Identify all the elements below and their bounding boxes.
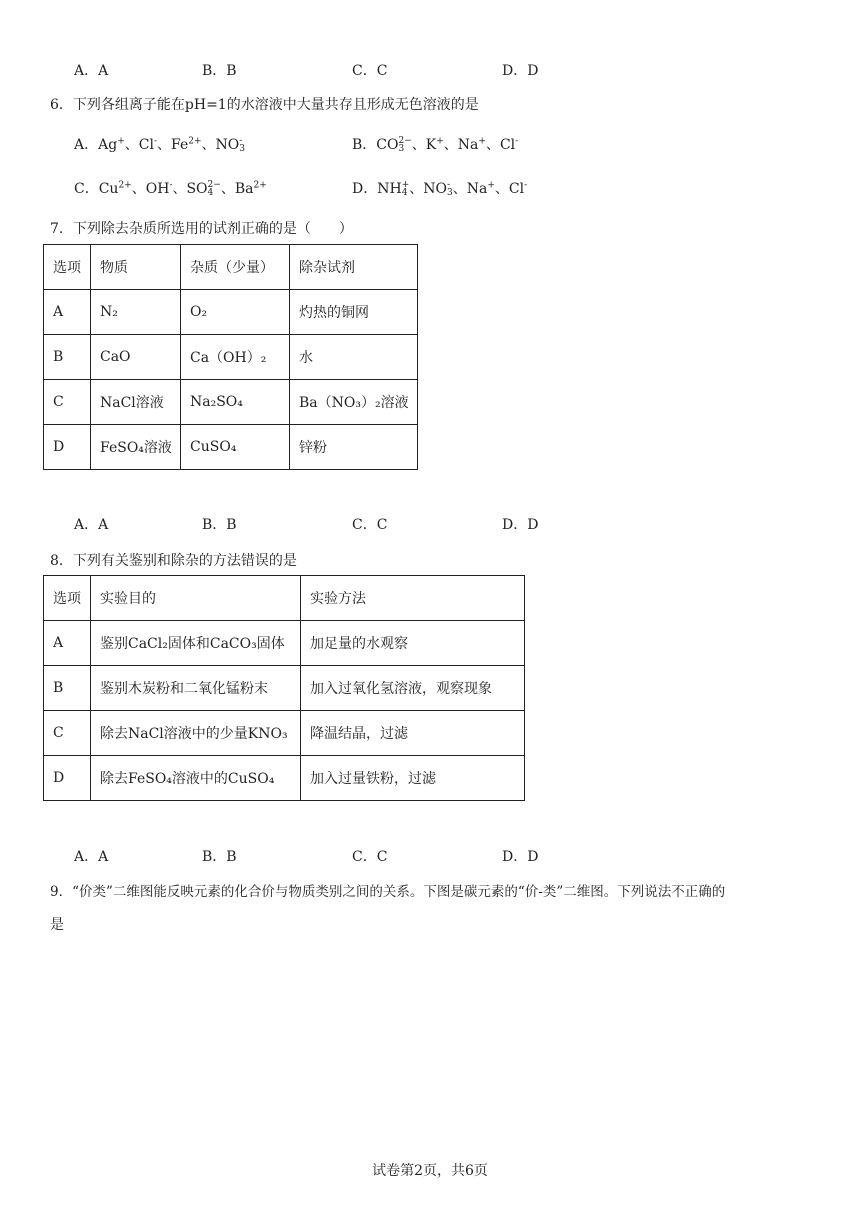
table-row [44, 290, 418, 335]
table-cell: 加入过量铁粉，过滤 [301, 756, 525, 801]
answer-options-q7 [0, 514, 860, 534]
q6-option-c: C．$Cu^{2+}$、OH-、SO 2− 4 、$Ba^{2+}$ [74, 180, 267, 198]
table-row [44, 711, 525, 756]
table-cell: CaO [91, 335, 181, 380]
table-header-cell: 选项 [44, 245, 91, 290]
option-c: C．C [352, 517, 388, 533]
question-6-stem: 6．下列各组离子能在pH=1的水溶液中大量共存且形成无色溶液的是 [50, 97, 479, 113]
option-d: D．D [502, 517, 539, 533]
page-footer: 试卷第2页，共6页 [372, 1163, 488, 1179]
table-header-row [44, 245, 418, 290]
q6-option-b: B．CO 2− 3 、K+、Na+、Cl- [352, 136, 519, 154]
table-cell: 灼热的铜网 [290, 290, 418, 335]
option-d: D．D [502, 849, 539, 865]
table-cell: Ba（NO₃）₂溶液 [290, 380, 418, 425]
table-cell: FeSO₄溶液 [91, 425, 181, 470]
table-cell: C [44, 380, 91, 425]
table-row [44, 756, 525, 801]
table-cell: CuSO₄ [181, 425, 290, 470]
table-cell: 加入过氧化氢溶液，观察现象 [301, 666, 525, 711]
table-cell: NaCl溶液 [91, 380, 181, 425]
option-d: D．D [502, 63, 539, 79]
table-header-cell: 实验方法 [301, 576, 525, 621]
table-header-cell: 除杂试剂 [290, 245, 418, 290]
q6-option-d: D．NH + 4 、NO - 3 、Na+、Cl- [352, 180, 528, 198]
table-row [44, 621, 525, 666]
table-cell: B [44, 666, 91, 711]
table-cell: A [44, 290, 91, 335]
q8-table [43, 575, 525, 801]
question-7-stem: 7．下列除去杂质所选用的试剂正确的是（ ） [50, 221, 353, 237]
option-b: B．B [202, 517, 237, 533]
table-cell: N₂ [91, 290, 181, 335]
table-header-cell: 选项 [44, 576, 91, 621]
option-a: A．A [74, 517, 109, 533]
table-cell: 除去NaCl溶液中的少量KNO₃ [91, 711, 301, 756]
table-cell: 鉴别CaCl₂固体和CaCO₃固体 [91, 621, 301, 666]
table-cell: 水 [290, 335, 418, 380]
table-cell: 除去FeSO₄溶液中的CuSO₄ [91, 756, 301, 801]
option-b: B．B [202, 849, 237, 865]
question-9-stem: 9．“价类”二维图能反映元素的化合价与物质类别之间的关系。下图是碳元素的“价-类”二维图。下列说法不正确的 [50, 884, 726, 900]
q7-table [43, 244, 418, 470]
table-cell: 鉴别木炭粉和二氧化锰粉末 [91, 666, 301, 711]
table-row [44, 666, 525, 711]
table-cell: Na₂SO₄ [181, 380, 290, 425]
question-9-stem-continued: 是 [50, 917, 64, 933]
table-cell: B [44, 335, 91, 380]
table-header-cell: 杂质（少量） [181, 245, 290, 290]
answer-options-q5 [0, 60, 860, 80]
table-row [44, 425, 418, 470]
table-cell: O₂ [181, 290, 290, 335]
option-b: B．B [202, 63, 237, 79]
table-cell: C [44, 711, 91, 756]
table-header-cell: 物质 [91, 245, 181, 290]
option-a: A．A [74, 849, 109, 865]
table-cell: 加足量的水观察 [301, 621, 525, 666]
table-header-cell: 实验目的 [91, 576, 301, 621]
answer-options-q8 [0, 846, 860, 866]
question-8-stem: 8．下列有关鉴别和除杂的方法错误的是 [50, 553, 297, 569]
table-cell: 锌粉 [290, 425, 418, 470]
table-cell: 降温结晶，过滤 [301, 711, 525, 756]
table-cell: D [44, 425, 91, 470]
q6-option-a: A．Ag+、Cl-、$Fe^{2+}$、NO - 3 [74, 136, 245, 154]
table-row [44, 380, 418, 425]
table-row [44, 335, 418, 380]
table-cell: D [44, 756, 91, 801]
option-c: C．C [352, 63, 388, 79]
table-cell: Ca（OH）₂ [181, 335, 290, 380]
table-cell: A [44, 621, 91, 666]
option-c: C．C [352, 849, 388, 865]
table-header-row [44, 576, 525, 621]
option-a: A．A [74, 63, 109, 79]
